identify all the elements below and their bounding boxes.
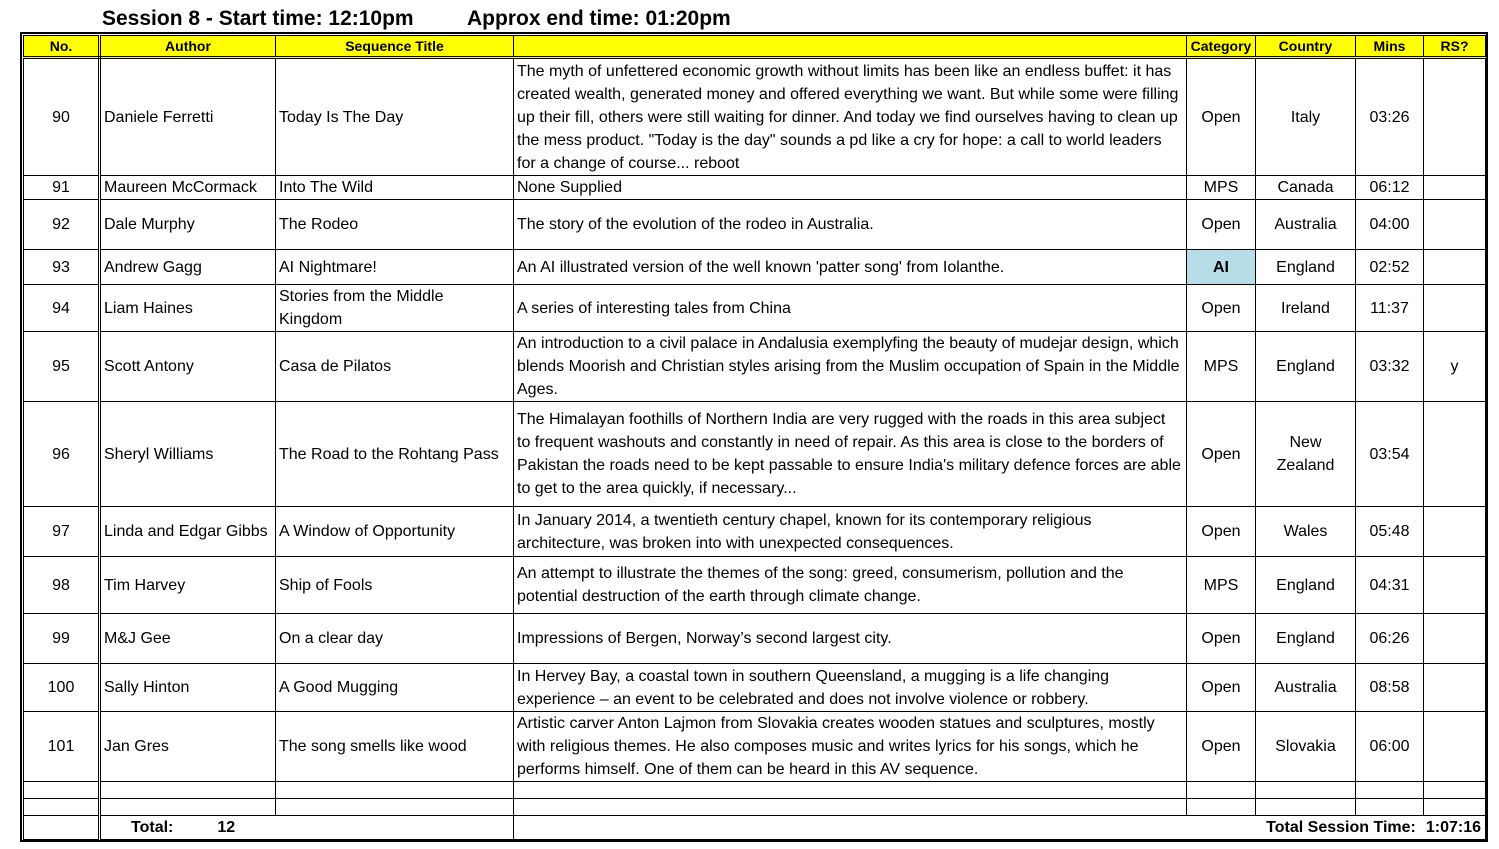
row-author: Liam Haines [100,285,276,332]
total-cell [100,816,514,840]
session-time-value: 1:07:16 [1425,819,1481,836]
column-header-title: Sequence Title [276,36,514,58]
row-title: AI Nightmare! [276,250,514,285]
schedule-table [23,35,1486,840]
row-rs [1424,712,1486,782]
session-end-time: Approx end time: 01:20pm [467,7,731,30]
row-category: MPS [1187,557,1256,614]
row-mins: 04:31 [1356,557,1424,614]
row-category: Open [1187,58,1256,176]
row-title: The song smells like wood [276,712,514,782]
row-rs [1424,557,1486,614]
row-description: An attempt to illustrate the themes of the song: greed, consumerism, pollution and the potential destruction of the earth through climate change. [514,557,1187,614]
session-header [102,5,731,33]
row-mins: 04:00 [1356,200,1424,250]
row-category: Open [1187,402,1256,507]
table-row [24,176,1486,200]
empty-cell [1356,782,1424,799]
row-rs [1424,614,1486,664]
row-author: Maureen McCormack [100,176,276,200]
empty-cell [1424,782,1486,799]
empty-cell [276,799,514,816]
row-author: Andrew Gagg [100,250,276,285]
table-row [24,332,1486,402]
row-country: Slovakia [1256,712,1356,782]
row-category: Open [1187,664,1256,712]
row-description: Impressions of Bergen, Norway’s second largest city. [514,614,1187,664]
row-description: The myth of unfettered economic growth without limits has been like an endless buffet: it has created wealth, generated money and offered everything we want. But while some were filling up their fill, others were still waiting for dinner. And today we find ourselves having to clean up the mess product. "Today is the day" sounds a pd like a cry for hope: a call to world leaders for a change of course... reboot [514,58,1187,176]
row-no: 91 [24,176,100,200]
column-header-rs: RS? [1424,36,1486,58]
row-country: New Zealand [1256,402,1356,507]
empty-cell [1187,799,1256,816]
empty-cell [1256,799,1356,816]
row-description: An introduction to a civil palace in Andalusia exemplyfing the beauty of mudejar design, which blends Moorish and Christian styles arising from the Muslim occupation of Spain in the Middle Ages. [514,332,1187,402]
row-mins: 06:26 [1356,614,1424,664]
row-country: Italy [1256,58,1356,176]
table-row [24,250,1486,285]
row-description: In January 2014, a twentieth century chapel, known for its contemporary religious architecture, was broken into with unexpected consequences. [514,507,1187,557]
empty-cell [1356,799,1424,816]
table-row [24,285,1486,332]
row-author: Linda and Edgar Gibbs [100,507,276,557]
row-category: MPS [1187,176,1256,200]
empty-row [24,782,1486,799]
row-description: Artistic carver Anton Lajmon from Slovakia creates wooden statues and sculptures, mostly with religious themes. He also composes music and writes lyrics for his songs, which he performs himself. One of them can be heard in this AV sequence. [514,712,1187,782]
row-mins: 11:37 [1356,285,1424,332]
row-category: Open [1187,200,1256,250]
row-title: On a clear day [276,614,514,664]
row-rs [1424,176,1486,200]
row-title: Stories from the Middle Kingdom [276,285,514,332]
row-country: England [1256,332,1356,402]
row-country: Wales [1256,507,1356,557]
table-row [24,664,1486,712]
row-mins: 06:12 [1356,176,1424,200]
row-mins: 03:26 [1356,58,1424,176]
row-category: Open [1187,614,1256,664]
row-rs [1424,664,1486,712]
row-mins: 05:48 [1356,507,1424,557]
row-country: Australia [1256,200,1356,250]
column-header-mins: Mins [1356,36,1424,58]
empty-cell [514,799,1187,816]
session-start-title: Session 8 - Start time: 12:10pm [102,7,414,30]
row-author: M&J Gee [100,614,276,664]
row-country: England [1256,557,1356,614]
row-title: A Good Mugging [276,664,514,712]
row-description: An AI illustrated version of the well known 'patter song' from Iolanthe. [514,250,1187,285]
row-no: 98 [24,557,100,614]
table-row [24,712,1486,782]
row-title: Into The Wild [276,176,514,200]
empty-cell [100,782,276,799]
row-category: Open [1187,285,1256,332]
table-row [24,402,1486,507]
total-count: 12 [217,819,236,836]
row-description: None Supplied [514,176,1187,200]
footer-spacer [24,816,100,840]
session-time-cell [514,816,1486,840]
row-title: The Road to the Rohtang Pass [276,402,514,507]
row-mins: 08:58 [1356,664,1424,712]
row-author: Scott Antony [100,332,276,402]
row-country: Ireland [1256,285,1356,332]
row-mins: 03:32 [1356,332,1424,402]
table-row [24,200,1486,250]
row-rs: y [1424,332,1486,402]
total-label: Total: [131,819,174,836]
row-rs [1424,200,1486,250]
empty-cell [24,782,100,799]
row-mins: 02:52 [1356,250,1424,285]
column-header-description [514,36,1187,58]
table-row [24,58,1486,176]
row-no: 90 [24,58,100,176]
column-header-row [24,36,1486,58]
empty-cell [100,799,276,816]
column-header-country: Country [1256,36,1356,58]
empty-cell [1187,782,1256,799]
table-row [24,557,1486,614]
row-no: 100 [24,664,100,712]
row-description: The story of the evolution of the rodeo in Australia. [514,200,1187,250]
row-title: The Rodeo [276,200,514,250]
row-no: 93 [24,250,100,285]
row-rs [1424,285,1486,332]
column-header-author: Author [100,36,276,58]
row-title: Ship of Fools [276,557,514,614]
row-author: Daniele Ferretti [100,58,276,176]
row-no: 101 [24,712,100,782]
table-row [24,507,1486,557]
row-author: Tim Harvey [100,557,276,614]
row-author: Sheryl Williams [100,402,276,507]
row-category-ai-highlight: AI [1187,250,1256,285]
row-category: Open [1187,507,1256,557]
empty-cell [276,782,514,799]
empty-cell [1424,799,1486,816]
row-no: 95 [24,332,100,402]
row-author: Dale Murphy [100,200,276,250]
row-rs [1424,58,1486,176]
row-title: Today Is The Day [276,58,514,176]
column-header-category: Category [1187,36,1256,58]
row-description: A series of interesting tales from China [514,285,1187,332]
row-no: 94 [24,285,100,332]
row-mins: 06:00 [1356,712,1424,782]
footer-row [24,816,1486,840]
row-author: Sally Hinton [100,664,276,712]
row-country: Canada [1256,176,1356,200]
row-country: England [1256,614,1356,664]
column-header-no: No. [24,36,100,58]
row-author: Jan Gres [100,712,276,782]
row-no: 99 [24,614,100,664]
empty-row [24,799,1486,816]
row-no: 97 [24,507,100,557]
row-country: England [1256,250,1356,285]
row-rs [1424,507,1486,557]
row-category: MPS [1187,332,1256,402]
row-rs [1424,250,1486,285]
empty-cell [24,799,100,816]
row-category: Open [1187,712,1256,782]
row-title: Casa de Pilatos [276,332,514,402]
empty-cell [1256,782,1356,799]
row-country: Australia [1256,664,1356,712]
row-description: The Himalayan foothills of Northern India are very rugged with the roads in this area subject to frequent washouts and constantly in need of repair. As this area is close to the borders of Pakistan the roads need to be kept passable to ensure India's military defence forces are able to get to the area quickly, if necessary... [514,402,1187,507]
row-no: 92 [24,200,100,250]
session-time-label: Total Session Time: [1266,819,1416,836]
empty-cell [514,782,1187,799]
row-mins: 03:54 [1356,402,1424,507]
table-row [24,614,1486,664]
row-rs [1424,402,1486,507]
row-no: 96 [24,402,100,507]
row-title: A Window of Opportunity [276,507,514,557]
row-description: In Hervey Bay, a coastal town in southern Queensland, a mugging is a life changing experience – an event to be celebrated and does not involve violence or robbery. [514,664,1187,712]
